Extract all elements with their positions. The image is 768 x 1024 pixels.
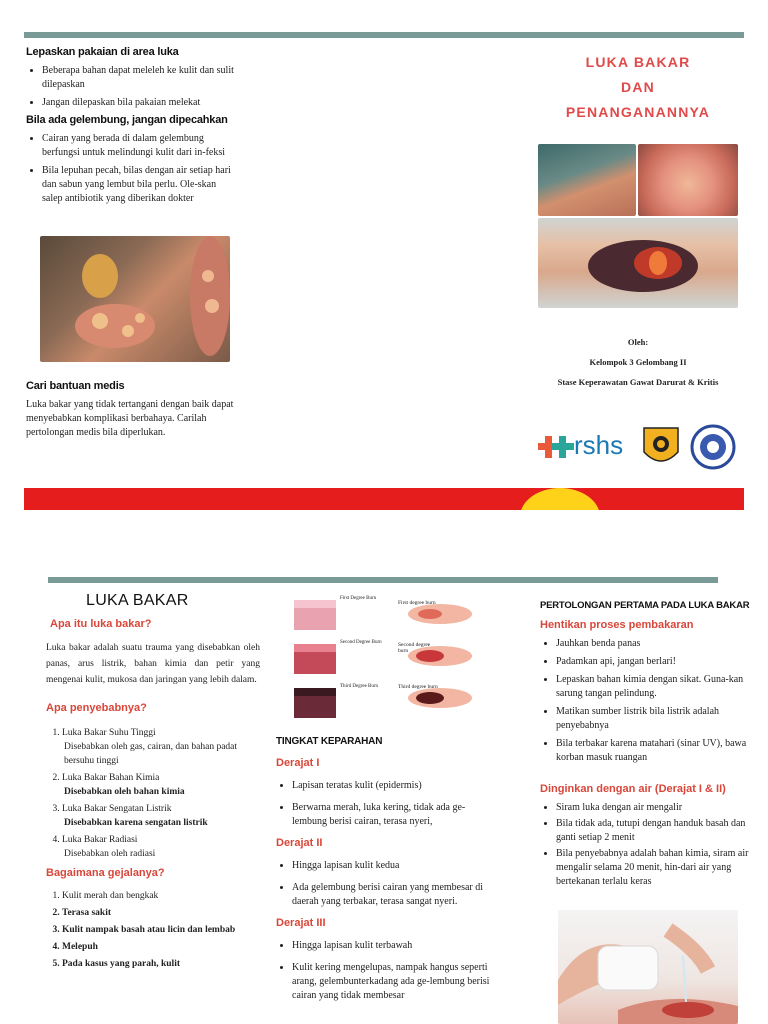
stop-burning-title: Hentikan proses pembakaran [540, 619, 694, 631]
medical-help-section [26, 380, 240, 440]
list-item: • Lapisan teratas kulit (epidermis) [292, 779, 500, 793]
cover-photo-hand [638, 144, 738, 216]
cause-desc: Disebabkan karena sengatan listrik [64, 818, 208, 828]
list-item [62, 771, 260, 799]
rshs-logo-text: rshs [574, 430, 624, 460]
cover-title-line-3: PENANGANANNYA [565, 104, 711, 120]
question-what-is: Apa itu luka bakar? [50, 618, 152, 630]
degree-3-title: Derajat III [276, 917, 326, 929]
logo-row [536, 424, 740, 474]
severity-title: TINGKAT KEPARAHAN [276, 736, 383, 747]
list-item: • Bila terbakar karena matahari (sinar UV), bawa korban masuk ruangan [556, 737, 750, 765]
question-causes: Apa penyebabnya? [46, 702, 147, 714]
cause-name: Luka Bakar Bahan Kimia [62, 773, 160, 783]
list-item: • Kulit kering mengelupas, nampak hangus seperti arang, gelembunterkadang ada ge-lembung berisi cairan yang tidak membesar [292, 961, 500, 1003]
list-degree-1 [276, 779, 500, 829]
cause-desc: Disebabkan oleh radiasi [64, 849, 156, 859]
cover-photo-forearm [538, 218, 738, 308]
list-causes [46, 726, 260, 861]
degree-2-title: Derajat II [276, 837, 323, 849]
cause-name: Luka Bakar Suhu Tinggi [62, 728, 156, 738]
list-remove-clothes [26, 64, 236, 110]
blister-arm-photo [40, 236, 230, 362]
list-stop-burning [540, 637, 750, 765]
section-title-remove-clothes: Lepaskan pakaian di area luka [26, 46, 179, 58]
water-pouring-photo [558, 910, 738, 1024]
first-aid-title: PERTOLONGAN PERTAMA PADA LUKA BAKAR [540, 600, 750, 611]
forearm-burn-illustration [538, 218, 738, 308]
list-item [62, 726, 260, 768]
list-item: • Bila tidak ada, tutupi dengan handuk basah dan ganti setiap 2 menit [556, 817, 750, 845]
list-item: • Cairan yang berada di dalam gelembung berfungsi untuk melindungi kulit dari in-feksi [42, 132, 236, 160]
section-title-blister: Bila ada gelembung, jangan dipecahkan [26, 114, 228, 126]
top-divider-bar [24, 32, 744, 38]
credits-by-label: Oleh: [627, 337, 649, 347]
list-item [62, 802, 260, 830]
list-cool-water [540, 801, 750, 889]
cover-photo-arm [538, 144, 636, 216]
list-item: • Padamkan api, jangan berlari! [556, 655, 750, 669]
list-symptoms [46, 889, 260, 971]
cause-name: Luka Bakar Sengatan Listrik [62, 804, 172, 814]
list-item: • Jangan dilepaskan bila pakaian melekat [42, 96, 236, 110]
water-pouring-illustration [558, 910, 738, 1024]
red-yellow-band [24, 488, 744, 510]
label-first-degree: First Degree Burn [340, 596, 377, 601]
cause-desc: Disebabkan oleh bahan kimia [64, 787, 185, 797]
list-item: • Hingga lapisan kulit kedua [292, 859, 500, 873]
label-third-degree: Third Degree Burn [340, 684, 379, 689]
list-degree-2 [276, 859, 500, 909]
list-item: 4. Melepuh [62, 940, 260, 954]
label-first-degree-hand: First degree burn [398, 600, 436, 606]
list-item: • Ada gelembung berisi cairan yang membesar di daerah yang terbakar, terasa sangat nyeri. [292, 881, 500, 909]
label-third-degree-hand: Third degree burn [398, 684, 438, 690]
bottom-divider-bar [48, 577, 718, 583]
arm-blisters-illustration [40, 236, 230, 362]
list-item: • Berwarna merah, luka kering, tidak ada ge-lembung berisi cairan, terasa nyeri, [292, 801, 500, 829]
list-item: • Bila lepuhan pecah, bilas dengan air setiap hari dan sabun yang lembut bila perlu. Ole-skan salep antibiotik yang diberikan dokter [42, 164, 236, 206]
list-item: 1. Kulit merah dan bengkak [62, 889, 260, 903]
severity-column [276, 736, 500, 1007]
cause-desc: Disebabkan oleh gas, cairan, dan bahan padat bersuhu tinggi [64, 742, 238, 766]
list-degree-3 [276, 939, 500, 1003]
university-seal-icon [640, 424, 682, 470]
list-blister [26, 132, 236, 206]
list-item: • Matikan sumber listrik bila listrik adalah penyebabnya [556, 705, 750, 733]
credits-group: Kelompok 3 Gelombang II [589, 357, 687, 367]
cover-title [540, 50, 736, 125]
yellow-sun-shape [520, 488, 600, 510]
list-item: 3. Kulit nampak basah atau licin dan lembab [62, 923, 260, 937]
question-symptoms: Bagaimana gejalanya? [46, 867, 165, 879]
faculty-seal-icon [690, 424, 736, 470]
label-second-degree: Second Degree Burn [340, 640, 382, 645]
medical-help-text: Luka bakar yang tidak tertangani dengan baik dapat menyebabkan komplikasi berbahaya. Carilah pertolongan medis bila diperlukan. [26, 399, 234, 438]
list-item: • Jauhkan benda panas [556, 637, 750, 651]
cool-water-title: Dinginkan dengan air (Derajat I & II) [540, 783, 726, 795]
credits-stase: Stase Keperawatan Gawat Darurat & Kritis [557, 377, 719, 387]
burn-degree-diagram [290, 594, 490, 722]
burn-degree-illustration [290, 594, 490, 722]
list-item: 2. Terasa sakit [62, 906, 260, 920]
cause-name: Luka Bakar Radiasi [62, 835, 138, 845]
cover-title-line-2: DAN [621, 79, 655, 95]
cover-title-line-1: LUKA BAKAR [585, 54, 691, 70]
list-item: • Lepaskan bahan kimia dengan sikat. Guna-kan sarung tangan pelindung. [556, 673, 750, 701]
label-second-degree-hand: Second degree burn [398, 642, 431, 654]
degree-1-title: Derajat I [276, 757, 320, 769]
section-title-luka-bakar: LUKA BAKAR [86, 592, 189, 609]
cover-credits [538, 332, 738, 392]
section-title-medical-help: Cari bantuan medis [26, 380, 125, 392]
list-item: • Beberapa bahan dapat meleleh ke kulit dan sulit dilepaskan [42, 64, 236, 92]
list-item: • Hingga lapisan kulit terbawah [292, 939, 500, 953]
top-left-column [26, 46, 236, 210]
list-item: • Bila penyebabnya adalah bahan kimia, siram air mengalir selama 20 menit, hin-dari air yang bertekanan terlalu keras [556, 847, 750, 889]
rshs-plus-logo-icon [536, 432, 576, 462]
first-aid-column [540, 600, 750, 893]
list-item [62, 833, 260, 861]
list-item: 5. Pada kasus yang parah, kulit [62, 957, 260, 971]
list-item: • Siram luka dengan air mengalir [556, 801, 750, 815]
left-info-column [46, 592, 260, 974]
answer-what-is: Luka bakar adalah suatu trauma yang disebabkan oleh panas, arus listrik, bahan kimia dan petir yang mengenai kulit, mukosa dan jaringan yang lebih dalam. [46, 643, 260, 685]
